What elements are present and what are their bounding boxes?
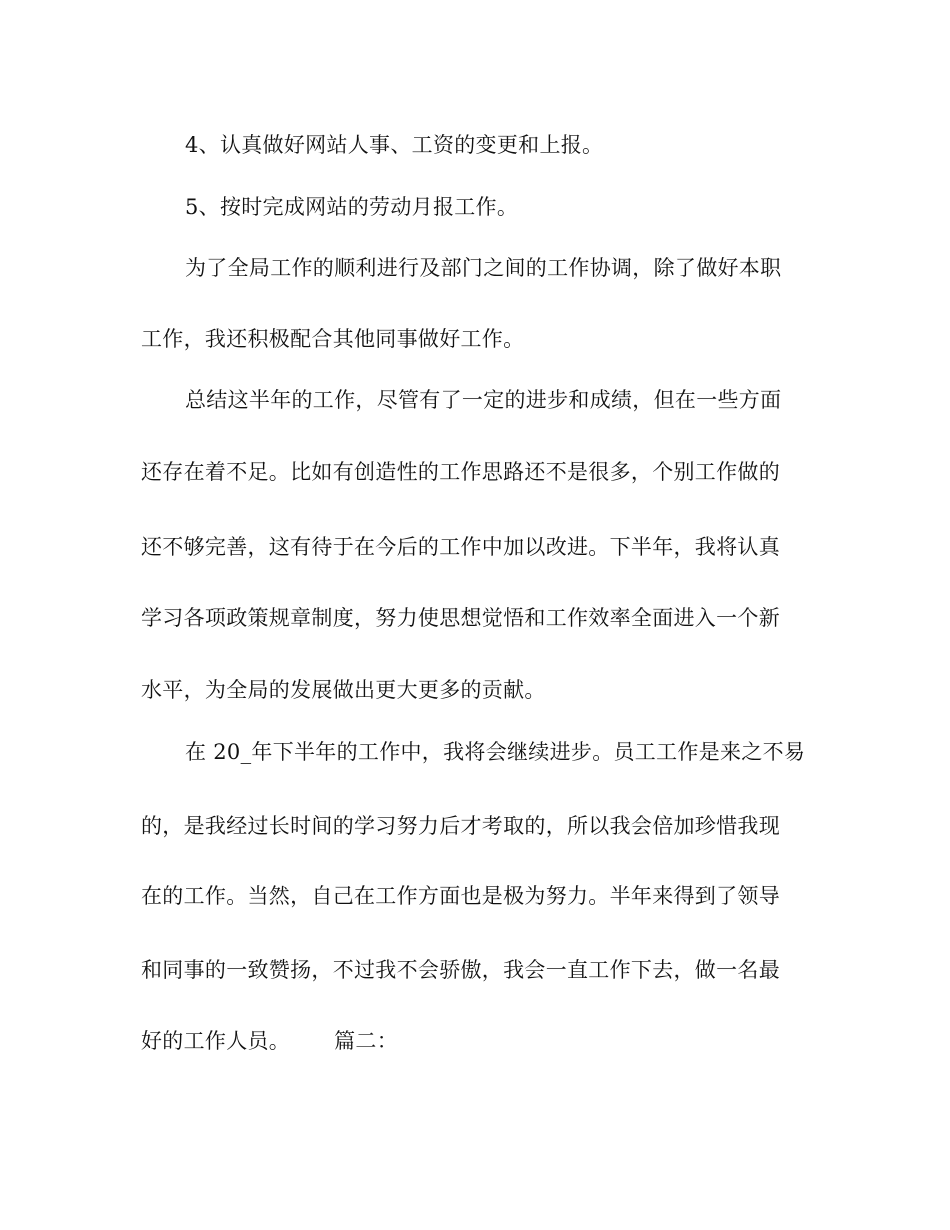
- paragraph-line: 总结这半年的工作，尽管有了一定的进步和成绩，但在一些方面: [185, 388, 782, 412]
- paragraph-line: 工作，我还积极配合其他同事做好工作。: [141, 327, 525, 351]
- list-item-5: 5、按时完成网站的劳动月报工作。: [185, 195, 519, 219]
- paragraph-text: 好的工作人员。: [141, 1029, 291, 1053]
- paragraph-line: 的，是我经过长时间的学习努力后才考取的，所以我会倍加珍惜我现: [141, 814, 780, 838]
- paragraph-line: 在的工作。当然，自己在工作方面也是极为努力。半年来得到了领导: [141, 884, 780, 908]
- paragraph-line: 学习各项政策规章制度，努力使思想觉悟和工作效率全面进入一个新: [141, 606, 780, 630]
- paragraph-line: 在 20_年下半年的工作中，我将会继续进步。员工工作是来之不易: [185, 740, 806, 764]
- paragraph-line: 水平，为全局的发展做出更大更多的贡献。: [141, 678, 546, 702]
- paragraph-line-last: [141, 1027, 398, 1055]
- paragraph-line: 还不够完善，这有待于在今后的工作中加以改进。下半年，我将认真: [141, 535, 780, 559]
- paragraph-line: 和同事的一致赞扬，不过我不会骄傲，我会一直工作下去，做一名最: [141, 958, 780, 982]
- list-item-4: 4、认真做好网站人事、工资的变更和上报。: [185, 133, 604, 157]
- paragraph-line: 还存在着不足。比如有创造性的工作思路还不是很多，个别工作做的: [141, 460, 780, 484]
- paragraph-line: 为了全局工作的顺利进行及部门之间的工作协调，除了做好本职: [185, 256, 782, 280]
- section-heading: 篇二：: [334, 1029, 399, 1053]
